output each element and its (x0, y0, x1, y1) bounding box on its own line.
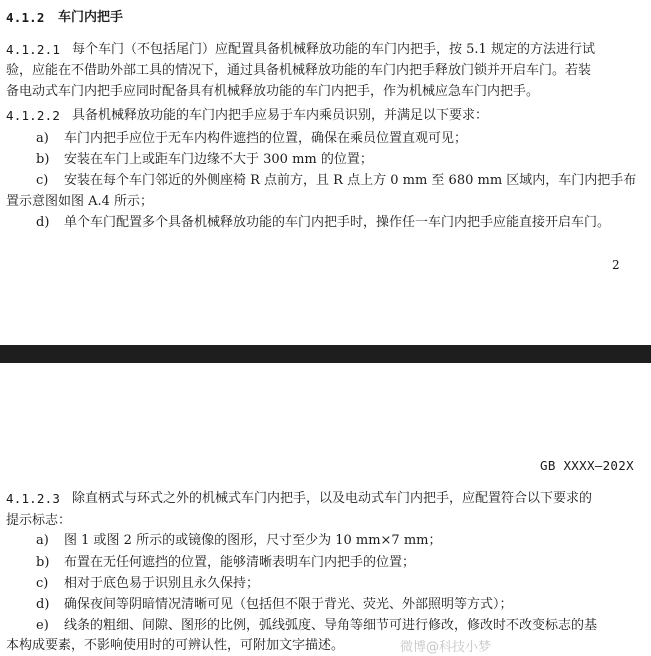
paragraph-line: 验，应能在不借助外部工具的情况下，通过具备机械释放功能的车门内把手释放门锁并开启车门。若装 (6, 63, 592, 78)
list-item-label: c) (36, 576, 49, 591)
page-divider (0, 345, 651, 363)
list-item-label: b) (36, 152, 50, 167)
paragraph-line: 具备机械释放功能的车门内把手应易于车内乘员识别，并满足以下要求： (72, 108, 489, 123)
list-item-label: d) (36, 215, 50, 230)
page-number: 2 (612, 258, 620, 272)
watermark-text: 微博@科技小梦 (400, 640, 492, 655)
list-item-label: e) (36, 618, 49, 633)
list-item-text: 安装在车门上或距车门边缘不大于 300 mm 的位置； (64, 152, 373, 167)
list-item-text: 相对于底色易于识别且永久保持； (64, 576, 260, 591)
clause-number: 4.1.2.2 (6, 108, 61, 123)
paragraph-line: 备电动式车门内把手应同时配备具有机械释放功能的车门内把手，作为机械应急车门内把手。 (6, 84, 540, 99)
list-item-label: a) (36, 131, 49, 146)
list-item-text: 线条的粗细、间隙、图形的比例，弧线弧度、导角等细节可进行修改，修改时不改变标志的基 (64, 618, 598, 633)
list-item-label: d) (36, 597, 50, 612)
list-item-text: 图 1 或图 2 所示的或镜像的图形，尺寸至少为 10 mm×7 mm； (64, 533, 442, 548)
list-item-text: 置示意图如图 A.4 所示； (6, 194, 154, 209)
section-title: 车门内把手 (58, 10, 124, 25)
list-item-label: a) (36, 533, 49, 548)
document-page-lower (0, 363, 651, 656)
document-id: GB XXXX—202X (540, 458, 634, 473)
paragraph-line: 提示标志： (6, 513, 72, 528)
list-item-text: 单个车门配置多个具备机械释放功能的车门内把手时，操作任一车门内把手应能直接开启车门。 (64, 215, 611, 230)
clause-number: 4.1.2.3 (6, 491, 61, 506)
list-item-text: 布置在无任何遮挡的位置，能够清晰表明车门内把手的位置； (64, 555, 416, 570)
paragraph-line: 除直柄式与环式之外的机械式车门内把手，以及电动式车门内把手，应配置符合以下要求的 (72, 491, 593, 506)
list-item-label: b) (36, 555, 50, 570)
list-item-text: 安装在每个车门邻近的外侧座椅 R 点前方，且 R 点上方 0 mm 至 680 mm 区域内，车门内把手布 (64, 173, 637, 188)
list-item-text: 车门内把手应位于无车内构件遮挡的位置，确保在乘员位置直观可见； (64, 131, 468, 146)
list-item-text: 确保夜间等阴暗情况清晰可见（包括但不限于背光、荧光、外部照明等方式）； (64, 597, 513, 612)
list-item-text: 本构成要素，不影响使用时的可辨认性，可附加文字描述。 (6, 638, 345, 653)
clause-number: 4.1.2.1 (6, 42, 61, 57)
list-item-label: c) (36, 173, 49, 188)
section-number: 4.1.2 (6, 10, 45, 25)
paragraph-line: 每个车门（不包括尾门）应配置具备机械释放功能的车门内把手，按 5.1 规定的方法进行试 (72, 42, 595, 57)
